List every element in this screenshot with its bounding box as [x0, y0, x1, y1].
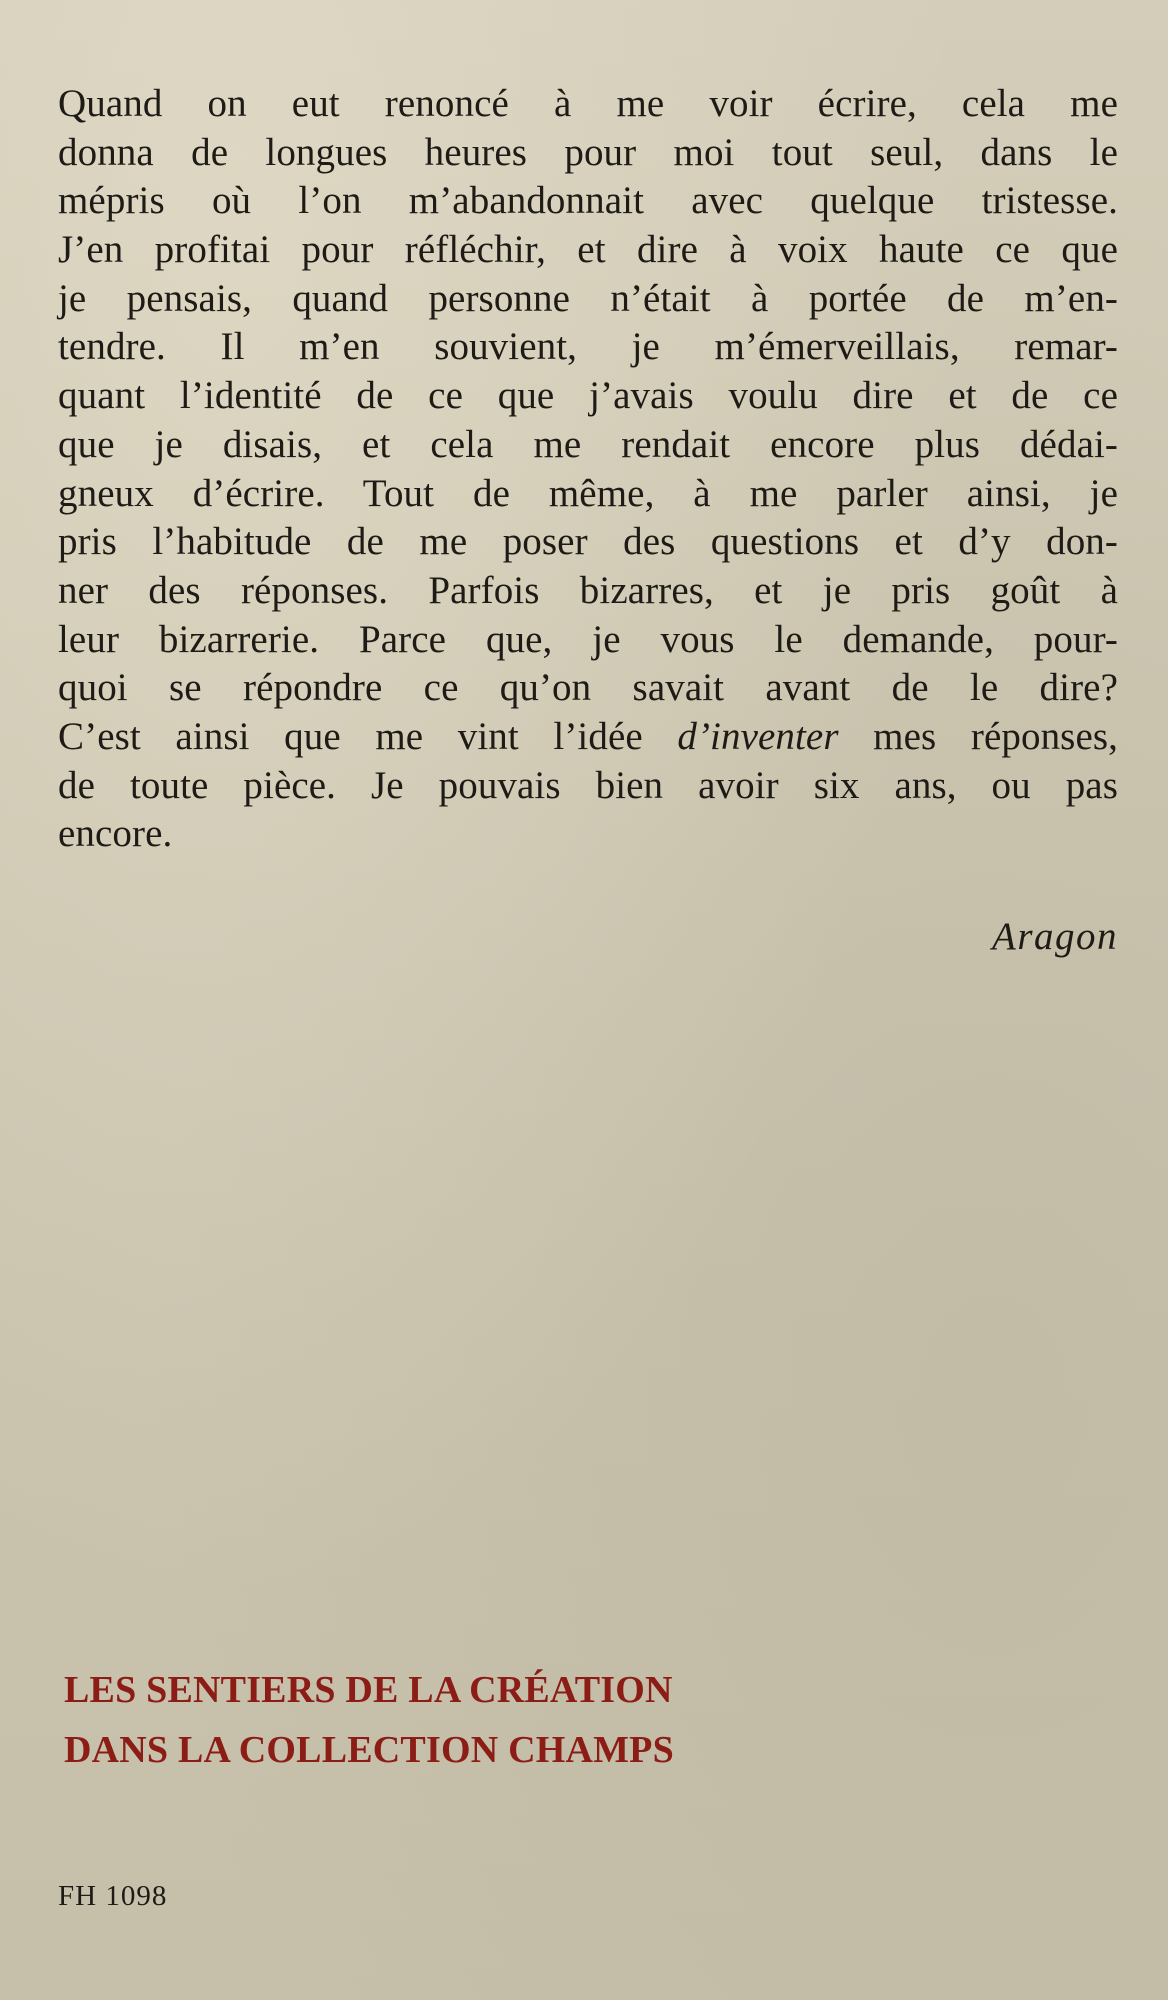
passage-text: mes réponses,: [838, 714, 1118, 758]
italic-word: d’inventer: [677, 714, 839, 758]
passage-line: pris l’habitude de me poser des questions et d’y don-: [58, 520, 1118, 564]
quote-passage: [58, 80, 1118, 859]
catalog-code: FH 1098: [58, 1880, 168, 1912]
passage-line: quant l’identité de ce que j’avais voulu dire et de ce: [58, 374, 1118, 418]
passage-line: leur bizarrerie. Parce que, je vous le demande, pour-: [58, 617, 1118, 661]
passage-line: je pensais, quand personne n’était à portée de m’en-: [58, 276, 1118, 320]
author-signature: Aragon: [992, 915, 1118, 958]
passage-line: Quand on eut renoncé à me voir écrire, cela me: [58, 82, 1118, 125]
passage-line-last: encore.: [58, 812, 173, 856]
passage-line: de toute pièce. Je pouvais bien avoir six ans, ou pas: [58, 763, 1118, 807]
passage-line: quoi se répondre ce qu’on savait avant de le dire?: [58, 666, 1118, 710]
passage-line: gneux d’écrire. Tout de même, à me parler ainsi, je: [58, 471, 1118, 515]
passage-text: C’est ainsi que me vint l’idée: [58, 714, 678, 758]
series-title-line-1: LES SENTIERS DE LA CRÉATION: [64, 1669, 673, 1711]
passage-line: tendre. Il m’en souvient, je m’émerveillais, remar-: [58, 325, 1118, 369]
series-title: [64, 1660, 674, 1780]
passage-line: donna de longues heures pour moi tout seul, dans le: [58, 130, 1118, 174]
passage-line-with-italic: [58, 713, 1118, 762]
passage-line: J’en profitai pour réfléchir, et dire à voix haute ce que: [58, 228, 1118, 272]
passage-line: que je disais, et cela me rendait encore plus dédai-: [58, 422, 1118, 466]
passage-line: mépris où l’on m’abandonnait avec quelque tristesse.: [58, 179, 1118, 223]
series-title-line-2: DANS LA COLLECTION CHAMPS: [64, 1729, 674, 1771]
passage-line: ner des réponses. Parfois bizarres, et je pris goût à: [58, 568, 1118, 612]
